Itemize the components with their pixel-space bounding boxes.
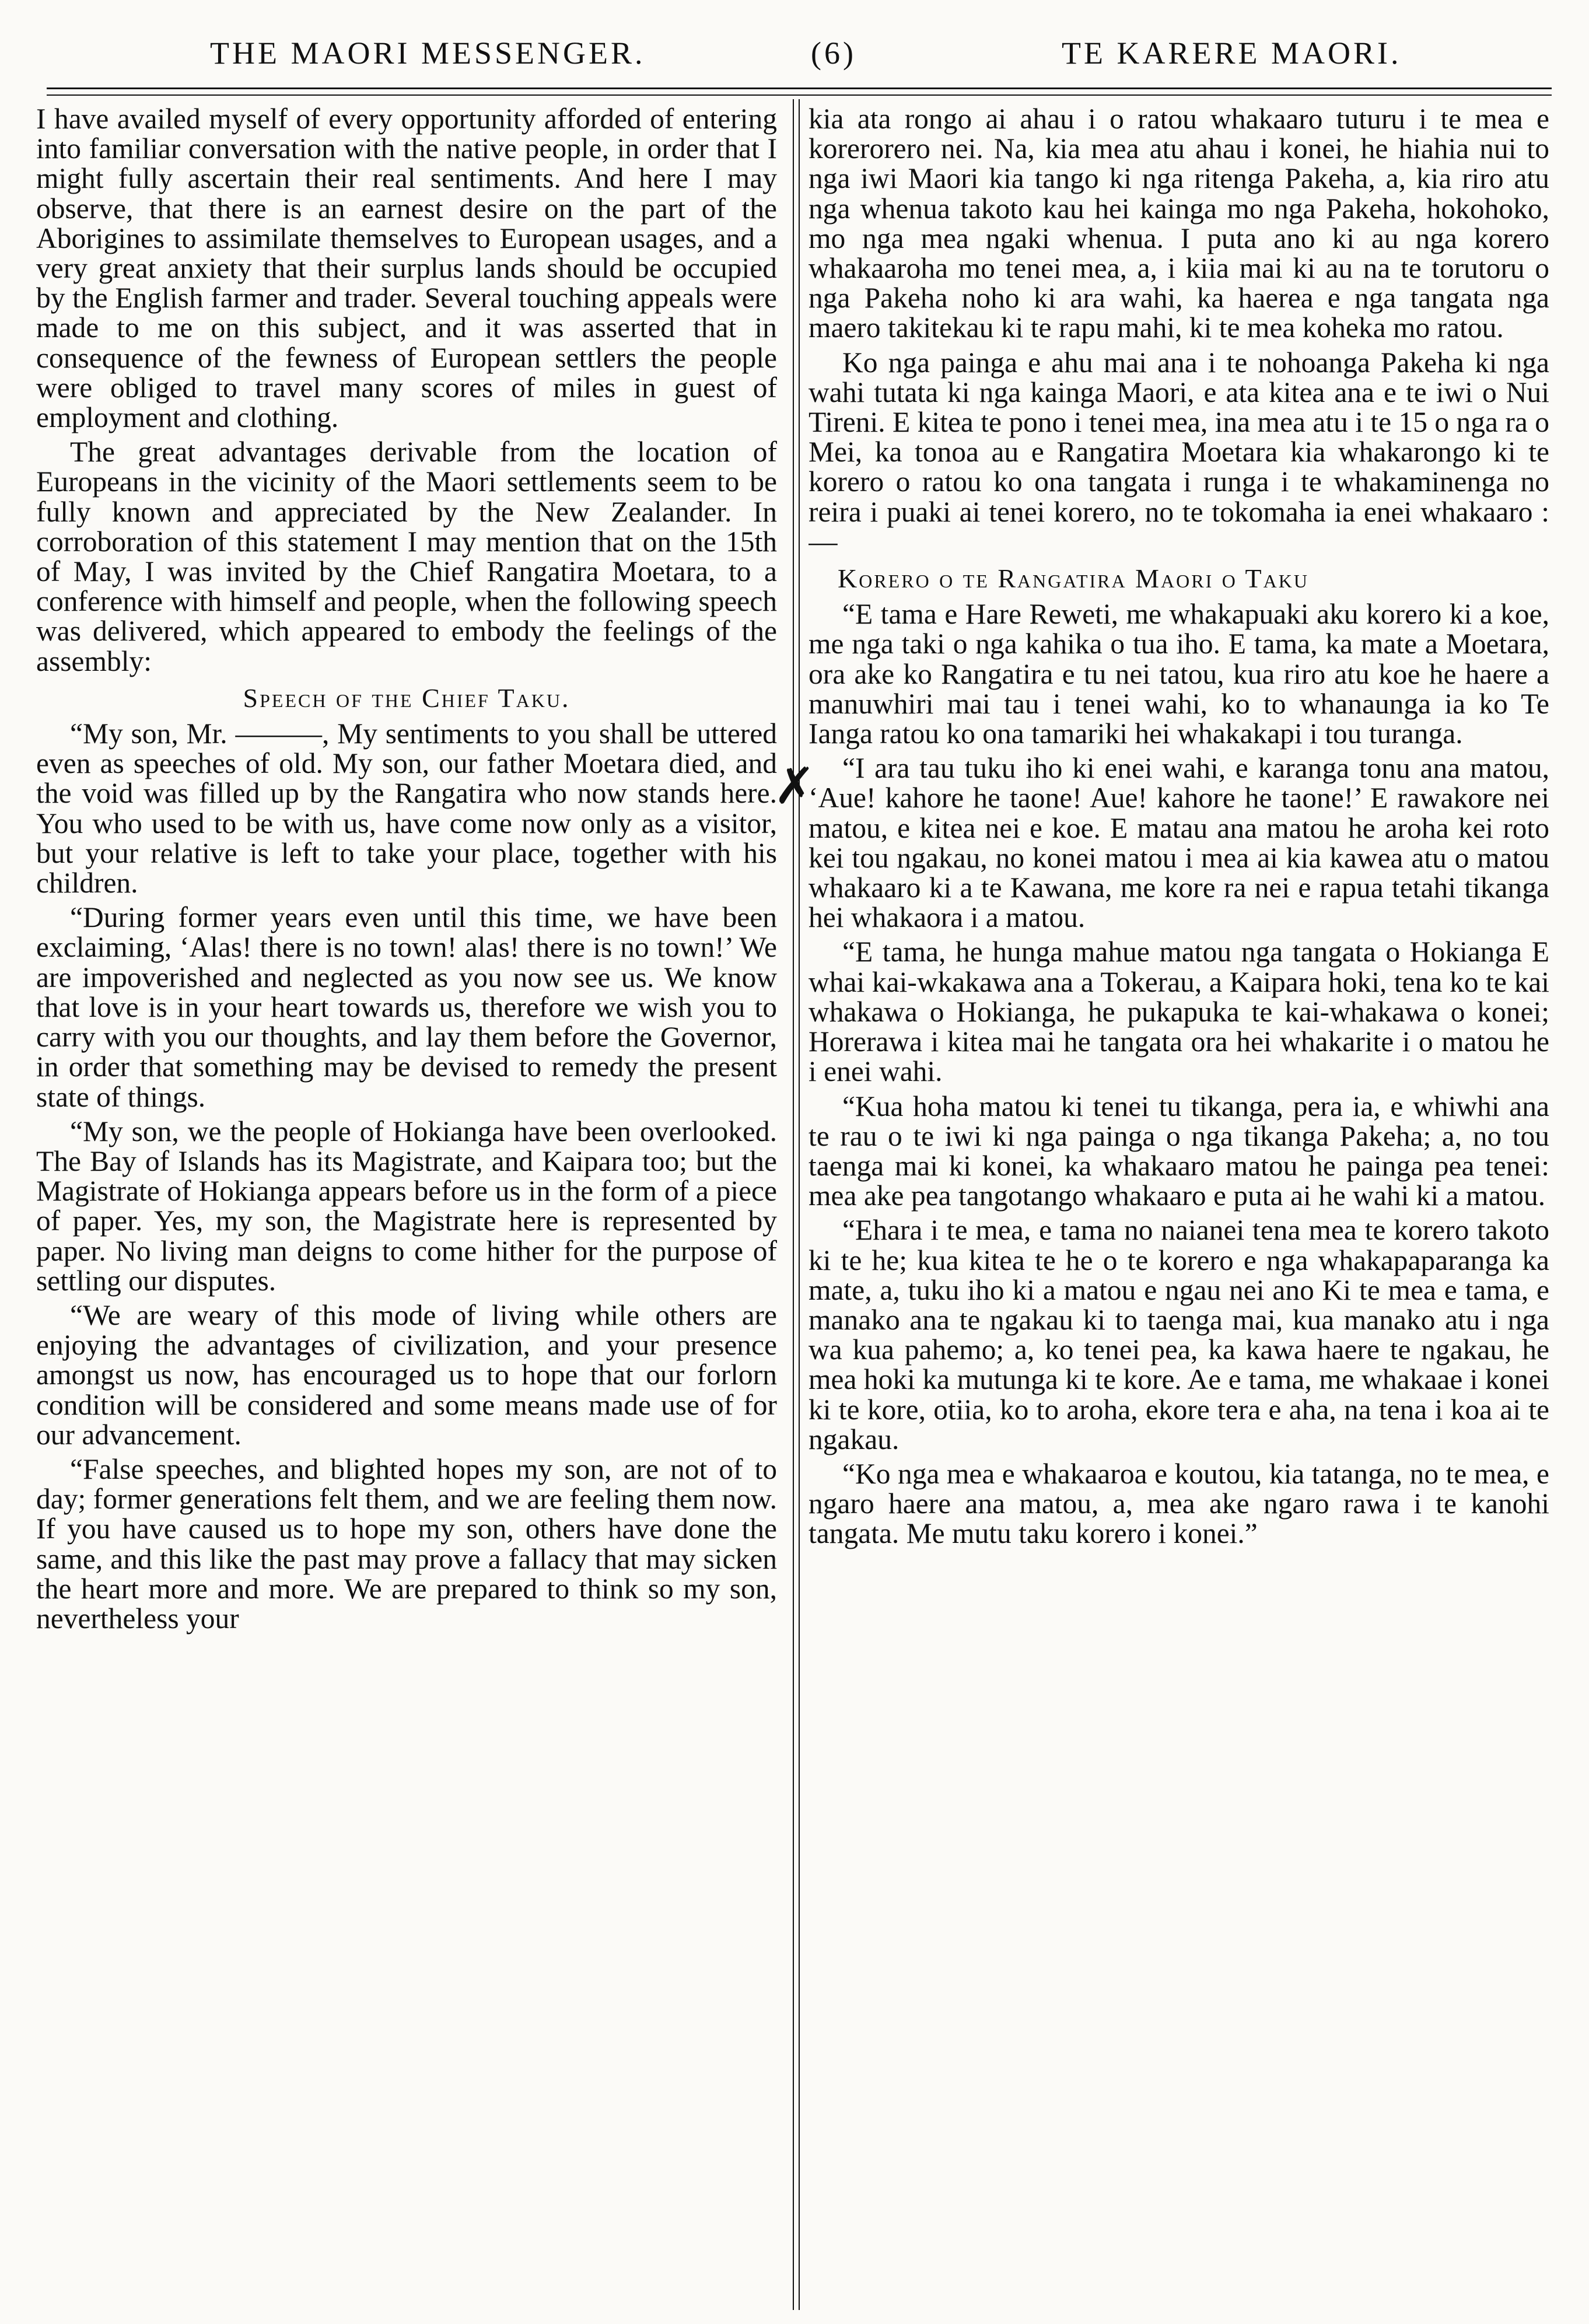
english-paragraph-1: I have availed myself of every opportunity afforded of entering into familiar conversation with the native people, in order that I might fully ascertain their real sentiments. And here I may observe, that there is an earnest desire on the part of the Aborigines to assimilate themselves to European usages, and a very great anxiety that their surplus lands should be occupied by the English farmer and trader. Several touching appeals were made to me on this subject, and it was asserted that in consequence of the fewness of European settlers the people were obliged to travel many scores of miles in guest of employment and clothing.: [36, 104, 777, 434]
english-paragraph-4: “During former years even until this time, we have been exclaiming, ‘Alas! there is no town! alas! there is no town!’ We are impoverished and neglected as you now see us. We know that love is in your heart towards us, therefore we wish you to carry with you our thoughts, and lay them before the Governor, in order that something may be devised to remedy the present state of things.: [36, 901, 777, 1113]
maori-speech-heading: Korero o te Rangatira Maori o Taku: [838, 564, 1309, 594]
page-number: (6): [811, 36, 856, 71]
handwritten-x-mark: ✗: [774, 757, 816, 816]
maori-paragraph-1: kia ata rongo ai ahau i o ratou whakaaro tuturu i te mea e korerorero nei. Na, kia mea atu ahau i konei, he hiahia nui to nga iwi Maori kia tango ki nga ritenga Pakeha, a, kia riro atu nga whenua takoto kau hei kainga mo nga Pakeha, hokohoko, mo nga mea ngaki whenua. I puta ano ki au nga korero whakaaroha mo tenei mea, a, i kiia mai ki au na te torutoru o nga Pakeha noho ki ara wahi, ka haerea e nga tangata nga maero takitekau ki te rapu mahi, ki te mea koheka mo ratou.: [808, 104, 1549, 344]
maori-paragraph-4: “I ara tau tuku iho ki enei wahi, e karanga tonu ana matou, ‘Aue! kahore he taone! Aue! kahore he taone!’ E rawakore nei matou, e kitea nei e koe. E matau ana matou he aroha kei roto kei tou ngakau, no konei matou i mea ai kia kawea atu o matou whakaaro ki a te Kawana, me kore ra nei e rapua tetahi tikanga hei whakaora i a matou.: [808, 752, 1549, 934]
maori-paragraph-2: Ko nga painga e ahu mai ana i te nohoanga Pakeha ki nga wahi tutata ki nga kainga Maori, e ata kitea ana e te iwi o Nui Tireni. E kitea te pono i tenei mea, ina mea atu i te 15 o nga ra o Mei, ka tonoa au e Rangatira Moetara kia whakarongo ki te korero o ratou ko ona tangata i runga i te whakaminenga no reira i puaki ai tenei korero, no te tokomaha ia enei whakaaro :—: [808, 346, 1549, 558]
english-paragraph-5: “My son, we the people of Hokianga have been overlooked. The Bay of Islands has its Magistrate, and Kaipara too; but the Magistrate of Hokianga appears before us in the form of a piece of paper. Yes, my son, the Magistrate here is represented by paper. No living man deigns to come hither for the purpose of settling our disputes.: [36, 1115, 777, 1297]
maori-paragraph-3: “E tama e Hare Reweti, me whakapuaki aku korero ki a koe, me nga taki o nga kahika o tua iho. E tama, ka mate a Moetara, ora ake ko Rangatira e tu nei tatou, kua riro atu koe he haere a manuwhiri mai tau i tenei wahi, ko to whanaunga ia ko Te Ianga ratou ko ona tamariki hei whakakapi i tou turanga.: [808, 598, 1549, 750]
english-paragraph-7: “False speeches, and blighted hopes my son, are not of to day; former generations felt them, and we are feeling them now. If you have caused us to hope my son, others have done the same, and this like the past may prove a fallacy that may sicken the heart more and more. We are prepared to think so my son, nevertheless your: [36, 1452, 777, 1634]
maori-paragraph-5: “E tama, he hunga mahue matou nga tangata o Hokianga E whai kai-wkakawa ana a Tokerau, a Kaipara hoki, tena ko te kai whakawa o Hokianga, he pukapuka te kai-whakawa o konei; Horerawa i kitea mai he tangata ora hei whakarite i o matou he i enei wahi.: [808, 936, 1549, 1088]
maori-column: [808, 104, 1549, 2315]
header-rule-thin: [47, 94, 1552, 96]
column-divider-right: [799, 99, 800, 2310]
page-header: [35, 23, 1554, 82]
maori-paragraph-6: “Kua hoha matou ki tenei tu tikanga, pera ia, e whiwhi ana te rau o te iwi ki nga painga o nga tikanga Pakeha; a, no tou taenga mai ki konei, ka whakaaro matou he painga pea tenei: mea ake pea tangotango whakaaro e puta ai he wahi ki a matou.: [808, 1090, 1549, 1212]
english-column: [36, 104, 777, 2315]
english-paragraph-6: “We are weary of this mode of living while others are enjoying the advantages of civilization, and your presence amongst us now, has encouraged us to hope that our forlorn condition will be considered and some means made use of for our advancement.: [36, 1298, 777, 1451]
english-masthead: THE MAORI MESSENGER.: [210, 36, 646, 71]
english-paragraph-2: The great advantages derivable from the location of Europeans in the vicinity of the Maori settlements seem to be fully known and appreciated by the New Zealander. In corroboration of this statement I may mention that on the 15th of May, I was invited by the Chief Rangatira Moetara, to a conference with himself and people, when the following speech was delivered, which appeared to embody the feelings of the assembly:: [36, 436, 777, 677]
maori-paragraph-8: “Ko nga mea e whakaaroa e koutou, kia tatanga, no te mea, e ngaro haere ana matou, a, mea ake ngaro rawa i te kanohi tangata. Me mutu taku korero i konei.”: [808, 1457, 1549, 1550]
english-paragraph-3: “My son, Mr. ———, My sentiments to you shall be uttered even as speeches of old. My son, our father Moetara died, and the void was filled up by the Rangatira who now stands here. You who used to be with us, have come now only as a visitor, but your relative is left to take your place, together with his children.: [36, 718, 777, 900]
english-speech-heading: Speech of the Chief Taku.: [243, 682, 570, 713]
column-divider-left: [793, 99, 794, 2310]
maori-paragraph-7: “Ehara i te mea, e tama no naianei tena mea te korero takoto ki te he; kua kitea te he o te korero e nga whakapaparanga ka mate, a, tuku iho ki a matou e ngau nei ano Ki te mea e tama, e manako ana te ngakau ki to taenga mai, kua manako atu i nga wa kua pahemo; a, ko tenei pea, ka kawa haere te ngakau, he mea hoki ka mutunga ki te kore. Ae e tama, me whakaae i konei ki te kore, otiia, ko to aroha, ekore tera e aha, na tena i koa ai te ngakau.: [808, 1214, 1549, 1455]
maori-masthead: TE KARERE MAORI.: [1062, 36, 1402, 71]
header-rule-thick: [47, 88, 1552, 89]
